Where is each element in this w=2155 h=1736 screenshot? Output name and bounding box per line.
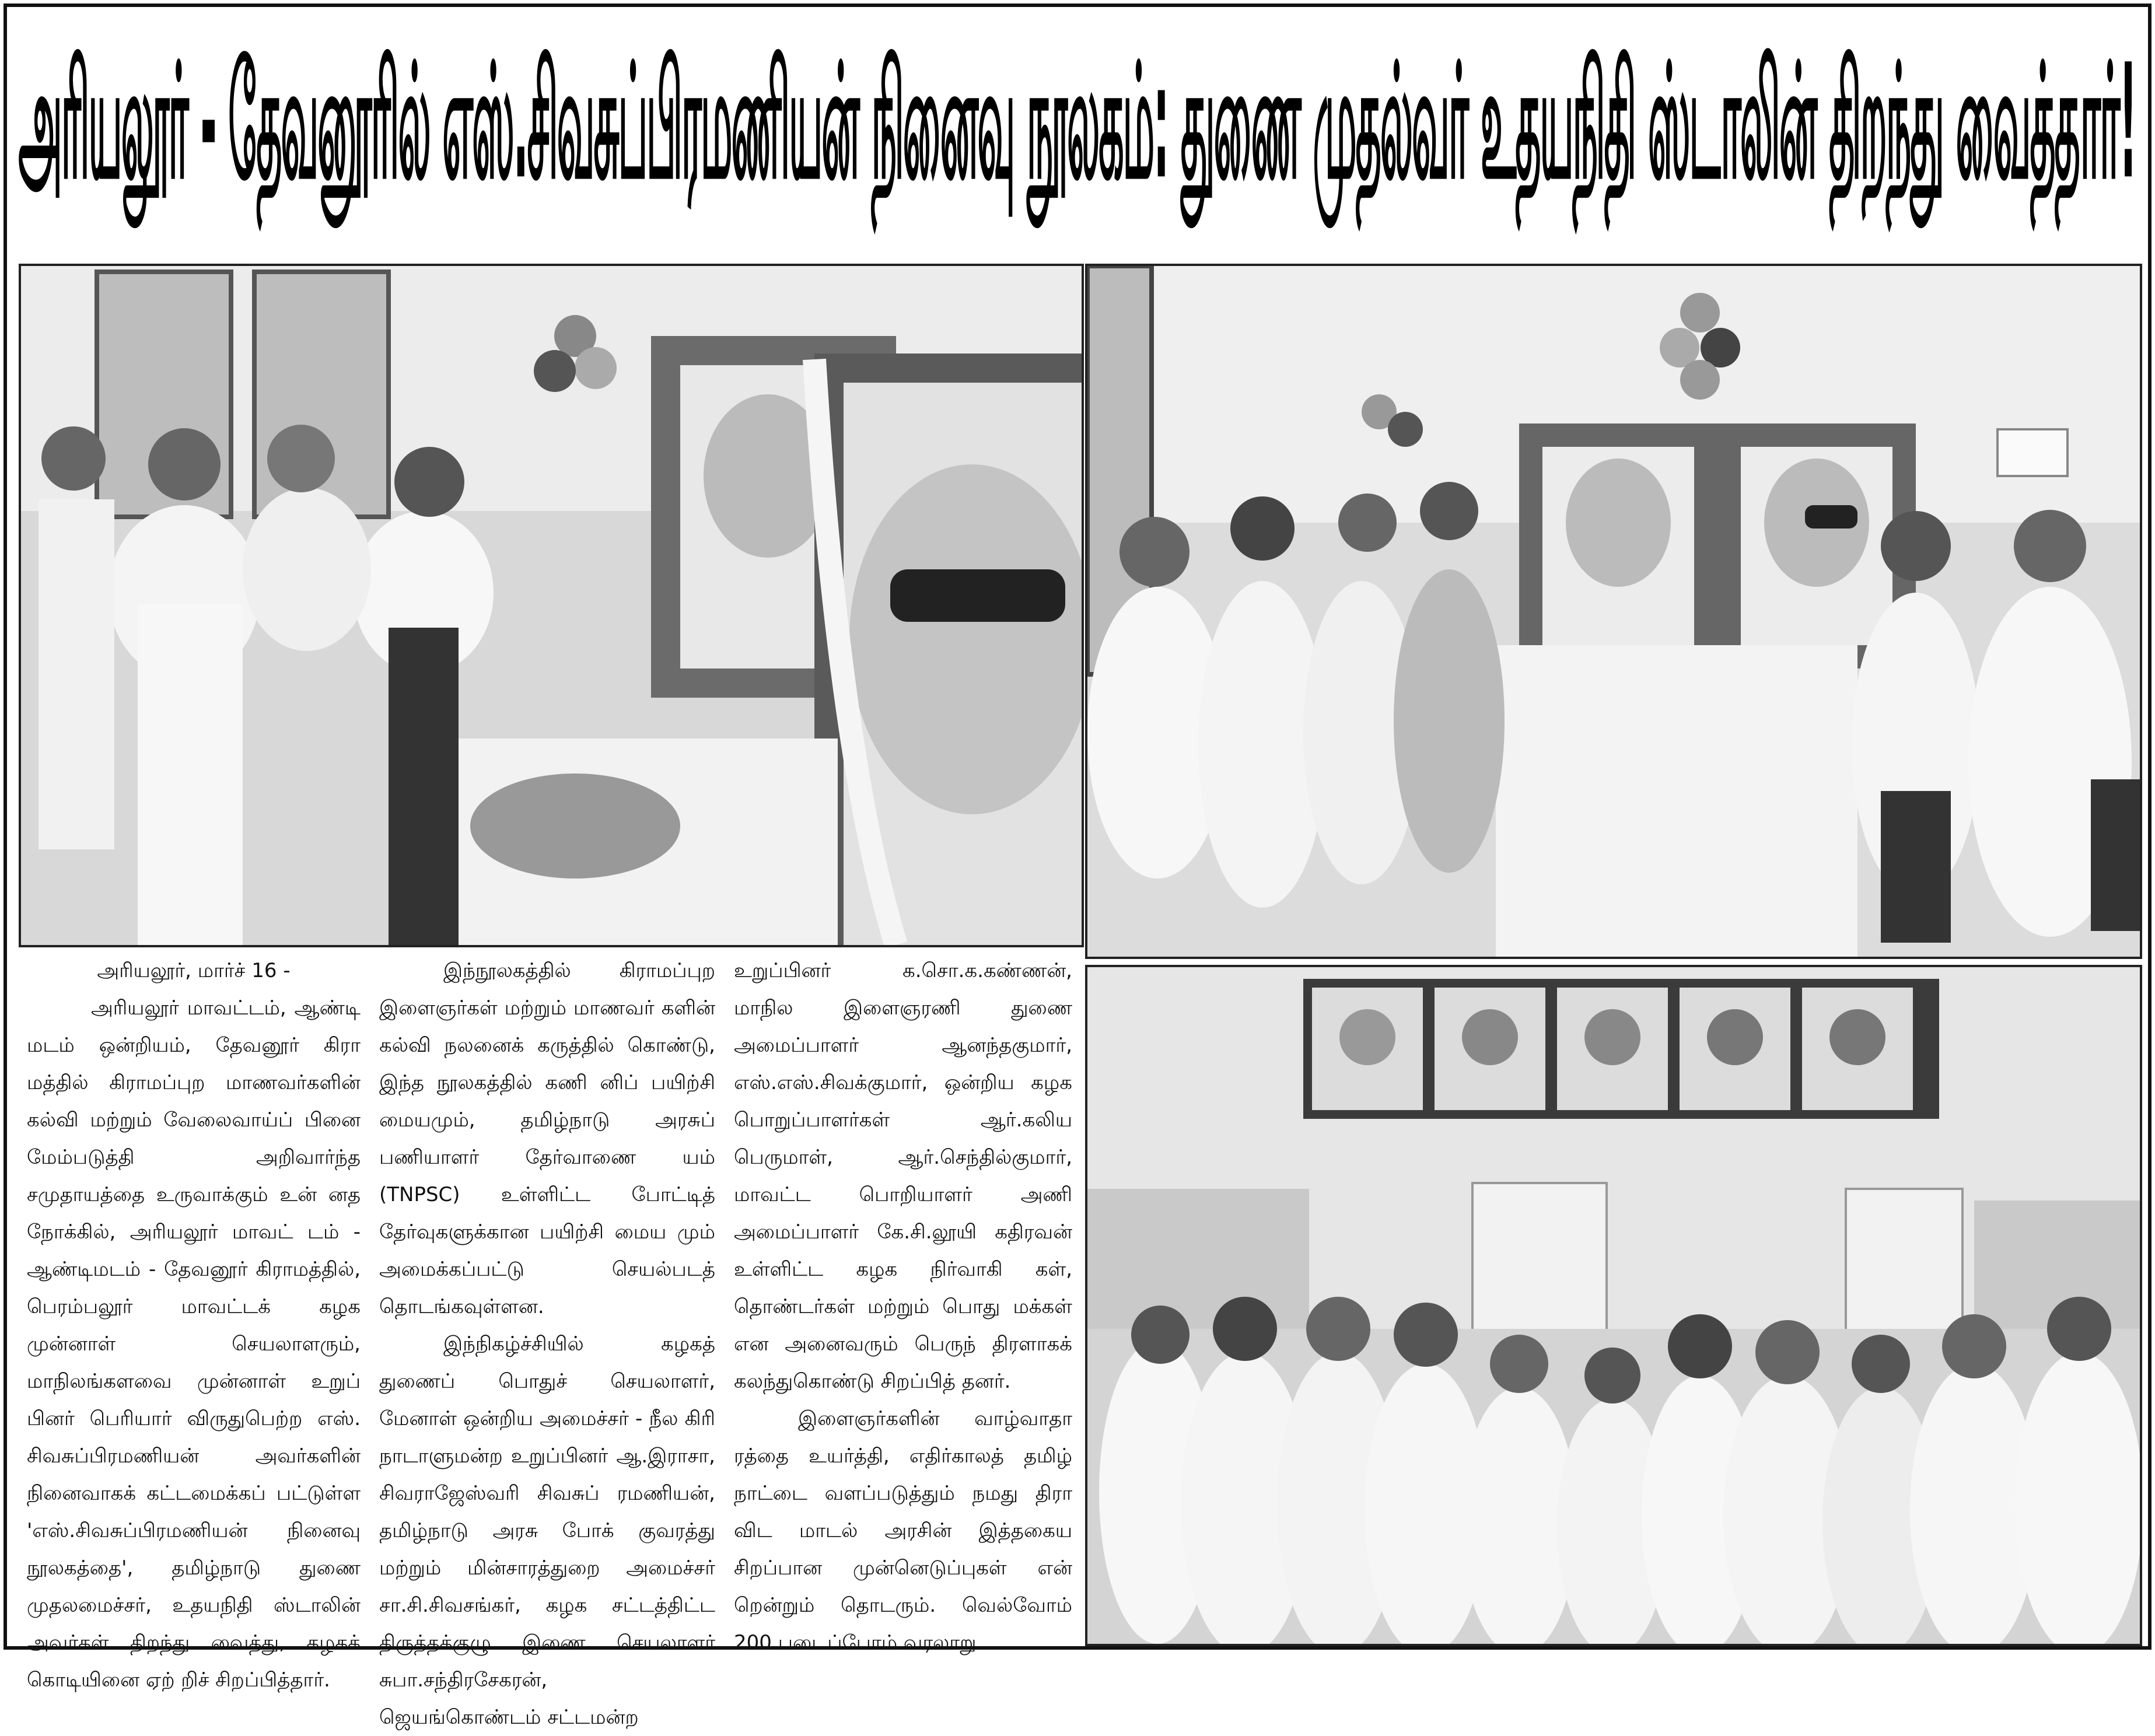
newspaper-page — [4, 4, 2151, 1729]
photo-portrait-tribute-image — [21, 266, 1082, 945]
article-paragraph-3: இந்நிகழ்ச்சியில் கழகத் துணைப் பொதுச் செயலாளர், மேனாள் ஒன்றிய அமைச்சர் - நீல கிரி நாடாளுமன்ற உறுப்பினர் ஆ.இராசா, சிவராஜேஸ்வரி சிவசுப் ரமணியன், தமிழ்நாடு அரசு போக் குவரத்து மற்றும் மின்சாரத்துறை அமைச்சர் சா.சி.சிவசங்கர், கழக சட்டத்திட்ட திருத்தக்குழு இணை செயலாளர் சுபா.சந்திரசேகரன், ஜெயங்கொண்டம் சட்டமன்ற — [379, 1332, 715, 1729]
photo-group-tribute — [1085, 264, 2142, 959]
article-column-2 — [371, 947, 723, 1729]
photo-group-tribute-image — [1087, 266, 2140, 957]
article-column-1 — [19, 947, 369, 1692]
headline-text: அரியலூர் - தேவனூரில் எஸ்.சிவசுப்பிரமணியன் நினைவு நூலகம்: துணை முதல்வர் உதயநிதி ஸ்டாலின் திறந்து வைத்தார்! — [19, 29, 2137, 215]
headline — [7, 7, 2148, 258]
article-column-3 — [726, 947, 1080, 1654]
photo-library-group — [1085, 965, 2142, 1646]
article-paragraph-2: இந்நூலகத்தில் கிராமப்புற இளைஞர்கள் மற்றும் மாணவர் களின் கல்வி நலனைக் கருத்தில் கொண்டு, இந்த நூலகத்தில் கணி னிப் பயிற்சி மையமும், தமிழ்நாடு அரசுப் பணியாளர் தேர்வாணை யம் (TNPSC) உள்ளிட்ட போட்டித் தேர்வுகளுக்கான பயிற்சி மைய மும் அமைக்கப்பட்டு செயல்படத் தொடங்கவுள்ளன. — [379, 959, 715, 1318]
article-paragraph-4: உறுப்பினர் க.சொ.க.கண்ணன், மாநில இளைஞரணி துணை அமைப்பாளர் ஆனந்தகுமார், எஸ்.எஸ்.சிவக்குமார், ஒன்றிய கழக பொறுப்பாளர்கள் ஆர்.கலிய பெருமாள், ஆர்.செந்தில்குமார், மாவட்ட பொறியாளர் அணி அமைப்பாளர் கே.சி.லூயி கதிரவன் உள்ளிட்ட கழக நிர்வாகி கள், தொண்டர்கள் மற்றும் பொது மக்கள் என அனைவரும் பெருந் திரளாகக் கலந்துகொண்டு சிறப்பித் தனர். — [734, 959, 1072, 1393]
photo-portrait-tribute — [19, 264, 1084, 947]
article-dateline: அரியலூர், மார்ச் 16 - — [97, 959, 291, 982]
photo-library-group-image — [1087, 967, 2140, 1644]
article-paragraph-5: இளைஞர்களின் வாழ்வாதா ரத்தை உயர்த்தி, எதிர்காலத் தமிழ் நாட்டை வளப்படுத்தும் நமது திரா விட மாடல் அரசின் இத்தகைய சிறப்பான முன்னெடுப்புகள் என் றென்றும் தொடரும். வெல்வோம் 200 படைப்போம் வரலாறு. — [734, 1407, 1072, 1654]
article-paragraph-1: அரியலூர் மாவட்டம், ஆண்டி மடம் ஒன்றியம், தேவனூர் கிரா மத்தில் கிராமப்புற மாணவர்களின் கல்வி மற்றும் வேலைவாய்ப் பினை மேம்படுத்தி அறிவார்ந்த சமுதாயத்தை உருவாக்கும் உன் னத நோக்கில், அரியலூர் மாவட் டம் - ஆண்டிமடம் - தேவனூர் கிராமத்தில், பெரம்பலூர் மாவட்டக் கழக முன்னாள் செயலாளரும், மாநிலங்களவை முன்னாள் உறுப் பினர் பெரியார் விருதுபெற்ற எஸ். சிவசுப்பிரமணியன் அவர்களின் நினைவாகக் கட்டமைக்கப் பட்டுள்ள 'எஸ்.சிவசுப்பிரமணியன் நினைவு நூலகத்தை', தமிழ்நாடு துணை முதலமைச்சர், உதயநிதி ஸ்டாலின் அவர்கள் திறந்து வைத்து, கழகக் கொடியினை ஏற் றிச் சிறப்பித்தார். — [27, 996, 361, 1692]
